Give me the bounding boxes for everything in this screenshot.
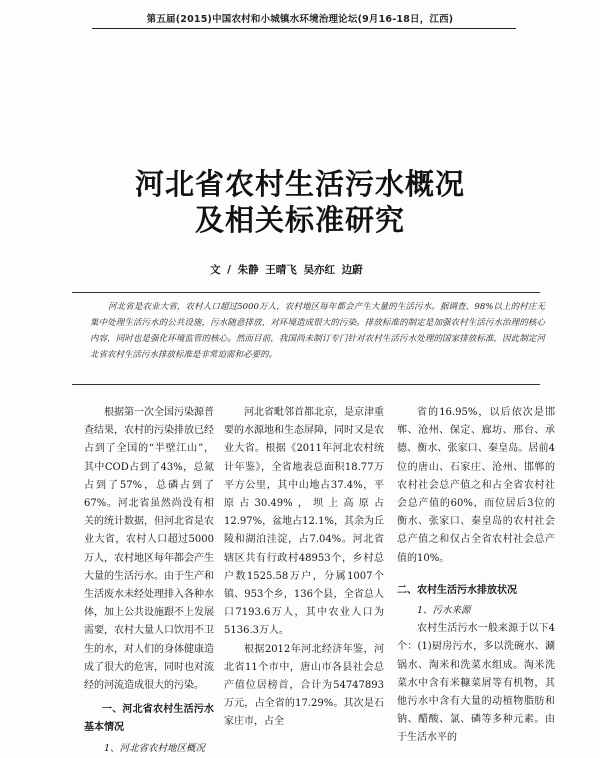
paragraph: 根据2012年河北经济年鉴，河北省11个市中，唐山市各县社会总产值位居榜首，合计为54747893万元，占全省的17.29%。其次是石家庄市，占全 — [224, 643, 384, 728]
article-title — [0, 166, 600, 238]
body-column-1 — [84, 404, 214, 758]
body-column-3 — [397, 404, 555, 748]
running-head: 第五届(2015)中国农村和小城镇水环境治理论坛(9月16-18日，江西) — [146, 14, 454, 25]
author-line: 文 / 朱静 王晴飞 吴亦红 边蔚 — [210, 264, 363, 276]
paragraph: 农村生活污水一般来源于以下4个：(1)厨房污水，多以洗碗水、涮锅水、淘米和洗菜水组成。淘米洗菜水中含有米糠菜屑等有机物，其他污水中含有大量的动植物脂肪和钠、醋酸、氯、磷等多种元素。由于生活水平的 — [397, 623, 555, 744]
paragraph: 根据第一次全国污染源普查结果，农村的污染排放已经占到了全国的“半壁江山”，其中COD占到了43%，总氮占到了57%，总磷占到了67%。河北省虽然尚没有相关的统计数据，但河北省是农业大省，农村人口超过5000万人，农村地区每年都会产生大量的生活污水。由于生产和生活废水未经处理排入各种水体，加上公共设施跟不上发展需要，农村大量人口饮用不卫生的水，对人们的身体健康造成了很大的危害，同时也对流经的河流造成很大的污染。 — [84, 407, 214, 692]
paragraph: 河北省毗邻首都北京，是京津重要的水源地和生态屏障，同时又是农业大省。根据《2011年河北农村统计年鉴》，全省地表总面积18.77万平方公里，其中山地占37.4%，平原占30.49%，坝上高原占12.97%，盆地占12.1%，其余为丘陵和湖泊洼淀，占7.04%。河北省辖区共有行政村48953个，乡村总户数1525.58万户，分属1007个镇、953个乡，136个县，全省总人口7193.6万人，其中农业人口为5136.3万人。 — [224, 407, 384, 637]
subsection-heading: 1、污水来源 — [417, 605, 471, 617]
section-heading: 二、农村生活污水排放状况 — [397, 584, 517, 596]
title-line-2: 及相关标准研究 — [194, 203, 405, 237]
paragraph: 省的16.95%，以后依次是邯郸、沧州、保定、廊坊、邢台、承德、衡水、张家口、秦皇岛。居前4位的唐山、石家庄、沧州、邯郸的农村社会总产值之和占全省农村社会总产值的60%，而位居后3位的衡水、张家口、秦皇岛的农村社会总产值之和仅占全省农村社会总产值的10%。 — [397, 407, 555, 564]
abstract-rule-bottom — [72, 384, 540, 385]
header-rule — [92, 28, 516, 29]
abstract: 河北省是农业大省，农村人口超过5000万人，农村地区每年都会产生大量的生活污水。据调查，98%以上的村庄无集中处理生活污水的公共设施，污水随意排放，对环境造成很大的污染。排放标准的制定是加强农村生活污水治理的核心内容，同时也是强化环境监管的核心。然而目前，我国尚未制订专门针对农村生活污水处理的国家排放标准，因此制定河北省农村生活污水排放标准是非常迫需和必要的。 — [90, 302, 545, 360]
body-column-2 — [224, 404, 384, 732]
title-line-1: 河北省农村生活污水概况 — [134, 167, 465, 201]
abstract-rule-top — [72, 292, 540, 293]
subsection-heading: 1、河北省农村地区概况 — [104, 742, 206, 754]
section-heading: 一、河北省农村生活污水基本情况 — [84, 704, 214, 734]
